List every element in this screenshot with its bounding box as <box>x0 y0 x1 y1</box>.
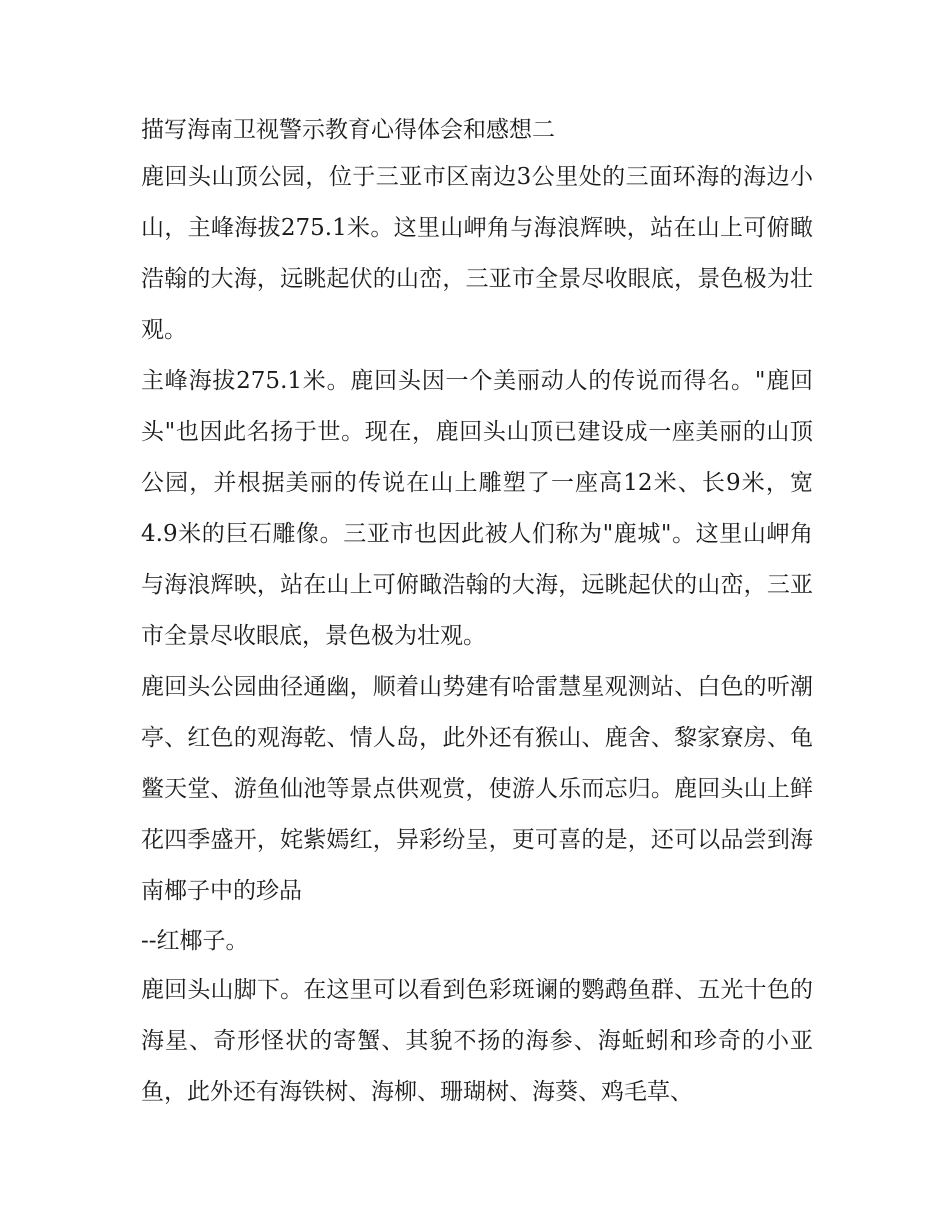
document-body <box>141 108 813 1118</box>
paragraph-legend: 主峰海拔275.1米。鹿回头因一个美丽动人的传说而得名。"鹿回头"也因此名扬于世。现在，鹿回头山顶已建设成一座美丽的山顶公园，并根据美丽的传说在山上雕塑了一座高12米、长9米，宽4.9米的巨石雕像。三亚市也因此被人们称为"鹿城"。这里山岬角与海浪辉映，站在山上可俯瞰浩翰的大海，远眺起伏的山峦，三亚市全景尽收眼底，景色极为壮观。 <box>141 368 813 649</box>
paragraph-marine-life: 鹿回头山脚下。在这里可以看到色彩斑谰的鹦鹉鱼群、五光十色的海星、奇形怪状的寄蟹、其貌不扬的海参、海蚯蚓和珍奇的小亚鱼，此外还有海铁树、海柳、珊瑚树、海葵、鸡毛草、 <box>141 977 813 1105</box>
paragraph-attractions: 鹿回头公园曲径通幽，顺着山势建有哈雷慧星观测站、白色的听潮亭、红色的观海乾、情人岛，此外还有猴山、鹿舍、黎家寮房、龟鳖天堂、游鱼仙池等景点供观赏，使游人乐而忘归。鹿回头山上鲜花四季盛开，姹紫嫣红，异彩纷呈，更可喜的是，还可以品尝到海南椰子中的珍品 <box>141 674 813 904</box>
paragraph-red-coconut: --红椰子。 <box>141 928 249 954</box>
document-title: 描写海南卫视警示教育心得体会和感想二 <box>141 117 555 143</box>
paragraph-park-intro: 鹿回头山顶公园，位于三亚市区南边3公里处的三面环海的海边小山，主峰海拔275.1米。这里山岬角与海浪辉映，站在山上可俯瞰浩翰的大海，远眺起伏的山峦，三亚市全景尽收眼底，景色极为壮观。 <box>141 164 813 343</box>
